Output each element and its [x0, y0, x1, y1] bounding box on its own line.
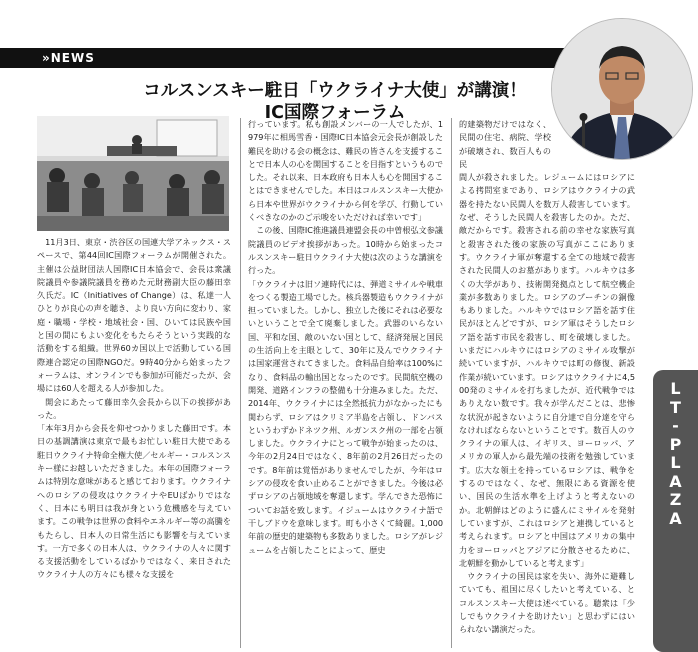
article-column-2 — [248, 118, 443, 650]
side-tab-letter: T — [670, 397, 681, 417]
headline-line-2: IC国際フォーラム — [264, 103, 406, 123]
article-paragraph: 「ウクライナは旧ソ連時代には、弾道ミサイルや戦車をつくる製造工場でした。核兵器製造もウクライナが担っていました。しかし、独立した後にそれは必要ないということで全て廃棄しました。武器のいらない国、平和な国、敵のいない国として、経済発展と国民の生活向上を主眼として、30年に及んでウクライナは国家運営されてきました。食料品自給率は100%になり、食料品の輸出国となったのです。民間航空機の開発、道路インフラの整備も十分進みました。ただ、2014年、ウクライナには全然抵抗力がなかったにも関わらず、ロシアはクリミア半島を占領し、ドンバスというわずかドネツク州、ルガンスク州の一部を占領しました。ウクライナにとって戦争が始まったのは、今年の2月24日ではなく、8年前の2月26日だったのです。8年前は覚悟がありませんでしたが、今年はロシアの侵攻を食い止めることができました。今後は必ずロシアの占領地域を奪還します。学んできた恐怖についてお話を致します。イジュームはウクライナ語で干しブドウを意味します。町も小さくて綺麗。1,000年前の歴史的建築物も多数ありました。ロシアがレジュームを占領したことによって、歴史 — [248, 278, 443, 555]
column-rule-1 — [240, 118, 241, 648]
side-tab-letter: A — [669, 471, 682, 491]
event-photo — [37, 116, 229, 231]
event-photo-image — [37, 116, 229, 231]
side-tab-letter: - — [672, 416, 679, 435]
side-section-tab-text — [653, 380, 698, 528]
article-column-1 — [37, 236, 231, 650]
side-tab-letter: Z — [669, 490, 682, 509]
article-paragraph: 間人が殺されました。レジュームにはロシアによる拷問室まであり、ロシアはウクライナの武器を持たない民間人を数万人殺害しています。なぜ、そうした民間人を殺害したのか。ただ、敵だからです。殺害される前の幸せな家族写真と殺害された後の家族の写真がここにあります。ウクライナ軍が奪還する全ての地域で殺害された民間人のお墓があります。ハルキウは多くの大学があり、技術開発拠点として航空機企業が多数ありました。ロシアのプーチンの銅像もありました。ハルキウではロシア語を話す住民がほとんどですが、ロシア軍はそうしたロシア語を話す市民を殺害し、町を破壊しました。いまだにハルキウにはロシアのミサイル攻撃が続いていますが、ハルキウでは町の修復、新設作業が続いています。ロシアはウクライナに4,500発のミサイルを打ちましたが、近代戦争ではありえない数です。我々が学んだことは、悲惨な状況が起きないように自分達で自分達を守らなければならないということです。数百人のウクライナの軍人は、イギリス、ヨーロッパ、アメリカの軍人から最先端の技術を勉強しています。広大な領土を持っているロシアは、戦争をするのではなく、なぜ、無限にある資源を使い、国民の生活水準を上げようと考えないのか。北朝鮮はどのように盛んにミサイルを発射していますが、これはロシアと連携していると考えられます。ロシアと中国はアメリカの集中力をヨーロッパとアジアに分散させるために、北朝鮮を動かしていると考えます」 — [459, 172, 635, 568]
article-paragraph: ウクライナの国民は家を失い、海外に避難していても、祖国に尽くしたいと考えている、とコルスンスキー大使は述べている。聴衆は「少しでもウクライナを助けたい」と思わずにはいられない講演だった。 — [459, 571, 635, 635]
article-paragraph: 11月3日、東京・渋谷区の国連大学アネックス・スペースで、第44回IC国際フォーラムが開催された。主催は公益財団法人国際IC日本協会で、会長は衆議院議員や参議院議員を務めた元財務副大臣の藤田幸久氏だ。IC（Initiatives of Change）は、私達一人ひとりが良心の声を聴き、より良い方向に変わり、家庭・職場・学校・地域社会・国、ひいては民族や国と国の間にもよい変化をもたらそうという実践的な活動をする組織。世界60カ国以上で活動している国際連合認定の国際NGOだ。9時40分から始まったフォーラムは、オンラインでも参加が可能だったが、会場には60人を超える人が参加した。 — [37, 237, 231, 394]
article-paragraph: 行っています。私も創設メンバーの一人でしたが、1979年に相馬雪香・国際IC日本協会元会長が創設した難民を助ける会の概念は、難民の皆さんを支援することで日本人の心を開国することを目指すというものでした。それ以来、日本政府も日本人も心を開国することはできませんでした。本日はコルスンスキー大使から日本や世界がウクライナから何を学び、行動していくべきなのかのご示唆をいただければ幸いです」 — [248, 119, 443, 223]
side-tab-letter: L — [670, 379, 681, 398]
headline-line-1: コルスンスキー駐日「ウクライナ大使」が講演！ — [143, 81, 527, 101]
article-paragraph: 開会にあたって藤田幸久会長から以下の挨拶があった。 — [37, 396, 231, 420]
column-rule-2 — [451, 118, 452, 648]
side-tab-letter: L — [670, 453, 681, 472]
article-paragraph: この後、国際IC推進議員連盟会長の中曽根弘文参議院議員のビデオ挨拶があった。10時から始まったコルスンスキー駐日ウクライナ大使は次のような講演を行った。 — [248, 225, 443, 276]
news-section-label: »NEWS — [36, 50, 101, 66]
article-paragraph: 「本年3月から会長を仰せつかりました藤田です。本日の基調講演は東京で最もお忙しい駐日大使である駐日ウクライナ特命全権大使／セルギー・コルスンスキー様にお越しいただきました。本年の国際フォーラムは特別な意味があると感じております。ウクライナへのロシアの侵攻はウクライナやEUばかりではなく、日本にも明日は我が身という危機感を与えています。この戦争は世界の食料やエネルギー等の高騰をもたらし、日本人の日常生活にも影響を与えています。一方で多くの日本人は、ウクライナの人々に関する支援活動をしているばかりではなく、来日されたウクライナ人の方々にも様々な支援を — [37, 423, 231, 580]
article-column-3 — [459, 118, 635, 650]
side-tab-letter: A — [669, 508, 682, 528]
side-tab-letter: P — [669, 434, 682, 454]
article-paragraph: 的建築物だけではなく、民間の住宅、病院、学校が破壊され、数百人もの民 — [459, 119, 551, 169]
